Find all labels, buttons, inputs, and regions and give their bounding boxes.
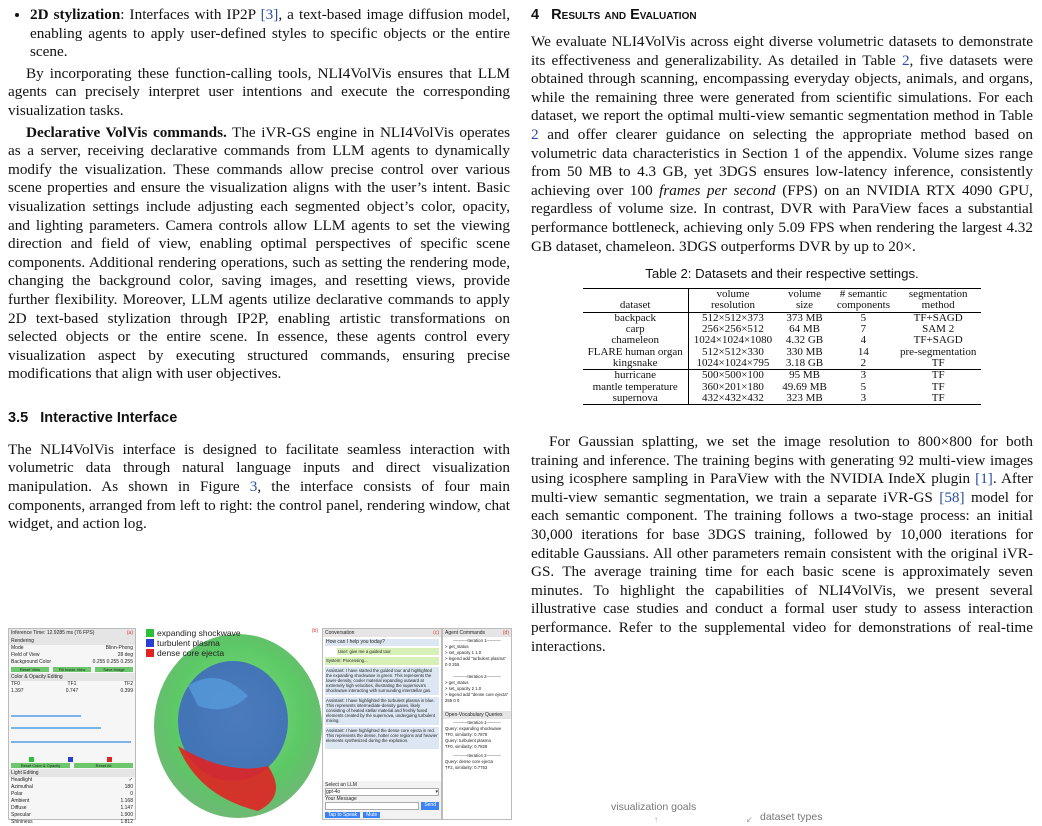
query-text: Query: expanding shockwave (445, 726, 502, 731)
row-value: Blinn-Phong (105, 645, 133, 651)
chat-input-area (323, 781, 441, 819)
arrow-up-icon: ↑ (654, 815, 658, 824)
legend-item (146, 638, 241, 648)
paragraph-text: For Gaussian splatting, we set the image resolution to 800×800 for both training and inference. The training begins with generating 92 multi-view images using icosphere sampling in ParaView with the NVIDIA IndeX plugin (531, 433, 1033, 488)
light-row[interactable] (9, 812, 135, 819)
rendering-section-label: Rendering (9, 637, 135, 645)
swatch-green[interactable] (29, 757, 34, 762)
table-header (688, 289, 777, 313)
tf-value: 0.399 (120, 688, 133, 694)
swatch-red[interactable] (107, 757, 112, 762)
row-value: 0 (130, 791, 133, 797)
mode-row[interactable] (9, 645, 135, 652)
light-row[interactable] (9, 819, 135, 826)
paragraph-text: , five datasets were obtained through scanning, encompassing everyday objects, animals, and organs, while the remaining three were generated from scientific simulations. For each dataset, we report the optimal multi-view semantic segmentation method in Table (531, 51, 1033, 125)
table-cell: hurricane (583, 370, 689, 382)
iteration-label: ----------Iteration 2---------- (453, 753, 501, 758)
paragraph-text: The iVR-GS engine in NLI4VolVis operates as a server, receiving declarative commands from LLM agents to dynamically modify the visualization. These commands allow precise control over various scene properties and ensure the visualization aligns with the user’s intent. Basic visualization settings include adjusting each segmented object’s color, opacity, and lighting parameters. Camera controls allow LLM agents to set the viewing direction and field of view, enabling optimal perspectives of specific scene components. Additional rendering operations, such as setting the rendering mode, changing the background color, saving images, and resetting views, provide further flexibility. Moreover, LLM agents utilize declarative commands to apply 2D text-based stylization through IP2P, enabling artistic transformations on selected objects or the entire scene. In essence, these agents control every visualization aspect by executing structured commands, ensuring precise modifications that align with user objectives. (8, 123, 510, 383)
table-cell: 360×201×180 (702, 380, 764, 393)
query-result: TF2, similarity: 0.7753 (445, 765, 488, 770)
table-cell: 3 (832, 393, 895, 405)
tf-chart[interactable] (11, 697, 133, 755)
message-row (325, 802, 439, 810)
table-cell: 432×432×432 (688, 393, 777, 405)
chat-title: Conversation (325, 630, 355, 636)
header-line: volume (716, 288, 750, 301)
table-cell: 64 MB (789, 323, 820, 336)
table-row (583, 335, 982, 346)
row-value: 1.812 (120, 819, 133, 825)
message-input[interactable] (325, 802, 419, 810)
table-header (895, 289, 981, 313)
table-ref-link[interactable]: 2 (901, 51, 910, 69)
table-row (583, 358, 982, 370)
llm-select-label: Select an LLM (325, 782, 357, 788)
table-cell: 1024×1024×1080 (693, 334, 773, 347)
bullet-label: 2D stylization (30, 6, 121, 23)
section-heading (8, 410, 510, 426)
control-panel-header (9, 629, 135, 637)
row-value: ✓ (128, 777, 133, 783)
paragraph-text-end: model for each semantic component. The training follows a two-stage process: an initial 30,000 iterations for base 3DGS training, followed by 10,000 iterations for editable Gaussians. All other parameters remain consistent with the original iVR-GS. The average training time for each basic scene is approximately seven minutes. To highlight the capabilities of NLI4VolVis, we present several illustrative case studies and conduct a formal user study to assess interaction performance. Refer to the supplemental video for demonstrations of real-time interactions. (531, 488, 1034, 655)
paragraph-function-calling: By incorporating these function-calling tools, NLI4VolVis ensures that LLM agents can precisely interpret user intentions and execute the corresponding visualization tasks. (8, 64, 510, 119)
left-column (8, 0, 510, 534)
llm-select-value: gpt-4o (326, 789, 341, 795)
header-line: segmentation (908, 288, 968, 301)
reset-row (9, 762, 135, 769)
light-rows (9, 777, 135, 826)
emphasis: frames per second (659, 181, 776, 199)
table-cell: TF (895, 393, 981, 405)
tf-label: TF1 (67, 681, 77, 687)
row-value: 180 (124, 784, 133, 790)
paragraph-interface (8, 441, 510, 534)
query-text: Query: dense core ejecta (445, 759, 494, 764)
row-value: 28 deg (117, 652, 133, 658)
agent-command: > legend add "dense core ejecta" 255 0 0 (445, 692, 509, 703)
tf-value: 1.397 (11, 688, 24, 694)
row-label: Ambient (11, 798, 30, 804)
mute-button[interactable]: Mute (363, 812, 380, 818)
table-cell: 3 (860, 369, 867, 382)
arrow-diagonal-icon: ↙ (746, 815, 753, 824)
bullet-text-end: , a text-based image diffusion model, enabling agents to apply user-defined styles to specific objects or the entire scene. (30, 6, 510, 61)
table-header (777, 289, 832, 313)
tf-label: TF0 (11, 681, 20, 687)
render-legend (146, 628, 241, 658)
chevron-down-icon: ▾ (435, 789, 438, 795)
table-cell: 500×500×100 (702, 369, 764, 382)
table-header (832, 289, 895, 313)
agent-header (443, 629, 511, 637)
table-cell: supernova (583, 393, 689, 405)
agent-command: > legend add "turbulent plasma" 0 0 255 (445, 656, 506, 667)
render-window[interactable] (138, 626, 322, 820)
panel-badge: (b) (311, 628, 318, 634)
table-cell: backpack (583, 312, 689, 324)
table-body (583, 312, 982, 404)
table-cell: TF (931, 369, 945, 382)
fill-inside-view-button[interactable]: Fill Inside View (53, 667, 91, 672)
row-label: Specular (11, 812, 31, 818)
figure-label: visualization goals (611, 801, 697, 813)
table-cell: 330 MB (786, 345, 823, 358)
bullet-list (8, 6, 510, 62)
iteration-label: ----------Iteration 1---------- (453, 638, 501, 643)
legend-swatch (146, 649, 154, 657)
system-message: System: Processing... (325, 657, 439, 664)
table-cell: 373 MB (786, 311, 823, 324)
panel-badge: (d) (502, 630, 509, 636)
section-title: Results and Evaluation (551, 7, 697, 23)
table-cell: chameleon (583, 335, 689, 346)
light-section-label: Light Editing (9, 769, 135, 777)
paragraph-text: . After multi-view semantic segmentation, we train a separate iVR-GS (531, 470, 1033, 506)
section-title: Interactive Interface (40, 409, 178, 426)
table-cell: TF+SAGD (913, 311, 963, 324)
datasets-table (583, 288, 982, 405)
assistant-message: Assistant: I have started the guided tour and highlighted the expanding shockwave in green. This represents the lower-density, cooler material expanding outward at extremely high velocities, illustrating the supernova's shockwave interacting with surrounding interstellar gas. (325, 667, 439, 695)
header-line: dataset (619, 299, 651, 312)
iteration-label: ----------Iteration 1---------- (453, 720, 501, 725)
citation-link[interactable]: [3] (260, 6, 279, 23)
tap-to-speak-button[interactable]: Tap to Speak (325, 812, 360, 818)
legend-item (146, 628, 241, 638)
table-cell: TF (895, 358, 981, 370)
table-cell: mantle temperature (583, 382, 689, 393)
row-label: Mode (11, 645, 24, 651)
tf-value: 0.747 (65, 688, 79, 694)
inference-time: Inference Time: 12.9285 ms (76 FPS) (11, 630, 95, 636)
agent-command: > set_opacity 1 1.0 (445, 650, 482, 655)
section-number: 4 (531, 7, 540, 23)
row-label: Azimuthal (11, 784, 33, 790)
table-caption: Table 2: Datasets and their respective settings. (645, 266, 919, 282)
table-cell: 3.18 GB (777, 358, 832, 370)
panel-badge: (a) (126, 630, 133, 636)
table-cell: 14 (857, 345, 869, 358)
query-text: Query: turbulent plasma (445, 738, 491, 743)
row-value: 1.900 (120, 812, 133, 818)
header-line: volume (788, 288, 821, 301)
light-row[interactable] (9, 784, 135, 791)
legend-label: expanding shockwave (157, 628, 241, 638)
table-header-row (583, 289, 982, 313)
tf-label: TF2 (124, 681, 133, 687)
bg-color-row[interactable] (9, 659, 135, 666)
table-cell: 5 (860, 380, 867, 393)
legend-item (146, 648, 241, 658)
row-label: Diffuse (11, 805, 27, 811)
row-label: Background Color (11, 659, 52, 665)
query-result: TF0, similarity: 0.7828 (445, 744, 488, 749)
table-cell: 512×512×330 (702, 345, 764, 358)
vocab-body (443, 719, 511, 772)
row-label: Field of View (11, 652, 40, 658)
row-label: Headlight (11, 777, 33, 783)
section-number: 3.5 (8, 409, 29, 426)
bullet-text: : Interfaces with IP2P (120, 6, 261, 23)
section-heading (531, 7, 1033, 23)
table-cell: kingsnake (583, 358, 689, 370)
table-cell: 95 MB (789, 369, 820, 382)
figure-ref-link[interactable]: 3 (249, 478, 258, 496)
tf-value-row (9, 688, 135, 695)
figure-interface (8, 626, 512, 825)
agent-command: > get_status (445, 644, 469, 649)
paragraph-text: The NLI4VolVis interface is designed to facilitate seamless interaction with volumetric data through natural language inputs and direct visualization manipulation. As shown in Figure (8, 440, 510, 496)
table-cell: pre-segmentation (899, 345, 977, 358)
legend-label: turbulent plasma (157, 638, 220, 648)
paragraph-text-end: (FPS) on an NVIDIA RTX 4090 GPU, regardless of volume size. In contrast, DVR with ParaView faces a substantial performance bottleneck, achieving only 5.09 FPS when rendering the largest 4.32 GB dataset, chameleon. 3DGS outperforms DVR by up to 20×. (531, 181, 1033, 255)
citation-link[interactable]: [1] (975, 470, 993, 488)
tf-bar (11, 715, 81, 717)
table-ref-link[interactable]: 2 (531, 125, 539, 143)
table-row (583, 393, 982, 405)
table-cell: carp (583, 324, 689, 335)
llm-select[interactable] (325, 788, 439, 796)
swatch-blue[interactable] (68, 757, 73, 762)
table-row (583, 370, 982, 382)
vocab-header: Open-Vocabulary Queries (443, 711, 511, 719)
agent-command: > get_status (445, 680, 469, 685)
bullet-2d-stylization (30, 6, 510, 62)
table-cell: 5 (860, 311, 867, 324)
fov-row[interactable] (9, 652, 135, 659)
row-label: Shininess (11, 819, 33, 825)
user-message: User: give me a guided tour (337, 648, 439, 655)
table-cell: 4 (860, 334, 867, 347)
table-cell: 4.32 GB (785, 334, 824, 347)
table-cell: TF+SAGD (913, 334, 963, 347)
right-column (531, 0, 1033, 656)
paragraph-text: and offer clearer guidance on selecting the appropriate method based on volumetric data characteristics in Section 1 of the appendix. Volume sizes range from 50 MB to 4.3 GB, yet 3DGS ensures low-latency inference, consistently achieving over 100 (531, 125, 1033, 199)
chat-widget (322, 628, 442, 820)
color-section-label: Color & Opacity Editing (9, 673, 135, 681)
legend-swatch (146, 629, 154, 637)
header-line: size (795, 299, 814, 312)
legend-swatch (146, 639, 154, 647)
row-value: 0.255 0.255 0.255 (92, 659, 133, 665)
agent-title: Agent Commands (445, 630, 486, 636)
tf-bar (11, 741, 131, 743)
voice-row (325, 812, 439, 818)
action-log (442, 628, 512, 820)
iteration-label: ----------Iteration 2---------- (453, 674, 501, 679)
paragraph-declarative (8, 124, 510, 384)
light-row[interactable] (9, 805, 135, 812)
agent-command: > set_opacity 2 1.0 (445, 686, 482, 691)
header-line: # semantic (839, 288, 888, 301)
chat-greeting: How can I help you today? (325, 639, 439, 646)
agent-log-body (443, 637, 511, 705)
citation-link[interactable]: [58] (939, 488, 965, 506)
send-button[interactable]: Send (421, 802, 439, 810)
paragraph-evaluation (531, 33, 1033, 256)
header-line: components (836, 299, 890, 312)
light-row[interactable] (9, 798, 135, 805)
table-cell: SAM 2 (922, 323, 955, 336)
row-value: 1.147 (120, 805, 133, 811)
chat-header (323, 629, 441, 637)
table-cell: TF (931, 380, 945, 393)
row-value: 1.168 (120, 798, 133, 804)
table-cell: 2 (832, 358, 895, 370)
query-result: TF0, similarity: 0.7878 (445, 732, 488, 737)
table-cell: FLARE human organ (583, 347, 689, 358)
reset-all-button[interactable]: Reset All (74, 763, 133, 768)
table-cell: 512×512×373 (702, 311, 764, 324)
row-label: Polar (11, 791, 23, 797)
control-panel (8, 628, 136, 825)
table-cell: 1024×1024×795 (688, 358, 777, 370)
paragraph-text-end: , the interface consists of four main components, arranged from left to right: the control panel, rendering window, chat widget, and action log. (8, 478, 510, 533)
assistant-message: Assistant: I have highlighted the dense core ejecta in red. This represents the dense, hotter core regions and heavier elements synthesized during the explosion. (325, 727, 439, 749)
legend-label: dense core ejecta (157, 648, 225, 658)
reset-view-button[interactable]: Reset View (11, 667, 49, 672)
table-cell: 256×256×512 (702, 323, 764, 336)
message-label: Your Message (325, 796, 357, 802)
header-line: resolution (710, 299, 755, 312)
header-line: method (921, 299, 955, 312)
save-image-button[interactable]: Save Image (95, 667, 133, 672)
paragraph-text: We evaluate NLI4VolVis across eight diverse volumetric datasets to demonstrate its effectiveness and generalizability. As detailed in Table (531, 33, 1033, 69)
paragraph-gaussian (531, 433, 1033, 656)
tf-label-row (9, 681, 135, 688)
button-row (9, 666, 135, 673)
table-header (583, 289, 689, 313)
tf-bar (11, 727, 101, 729)
assistant-message: Assistant: I have highlighted the turbulent plasma in blue. This represents intermediate-density gases, likely consisting of heated stellar material and freshly fused elements created by the supernova, undergoing turbulent mixing. (325, 697, 439, 725)
figure-label: dataset types (760, 811, 823, 823)
light-row[interactable] (9, 777, 135, 784)
panel-badge: (c) (433, 630, 439, 636)
light-row[interactable] (9, 791, 135, 798)
table-cell: 49.69 MB (782, 380, 827, 393)
table-cell: 323 MB (777, 393, 832, 405)
reset-color-button[interactable]: Reset Color & Opacity (11, 763, 70, 768)
table-cell: 7 (860, 323, 867, 336)
paragraph-heading: Declarative VolVis commands. (26, 123, 227, 141)
